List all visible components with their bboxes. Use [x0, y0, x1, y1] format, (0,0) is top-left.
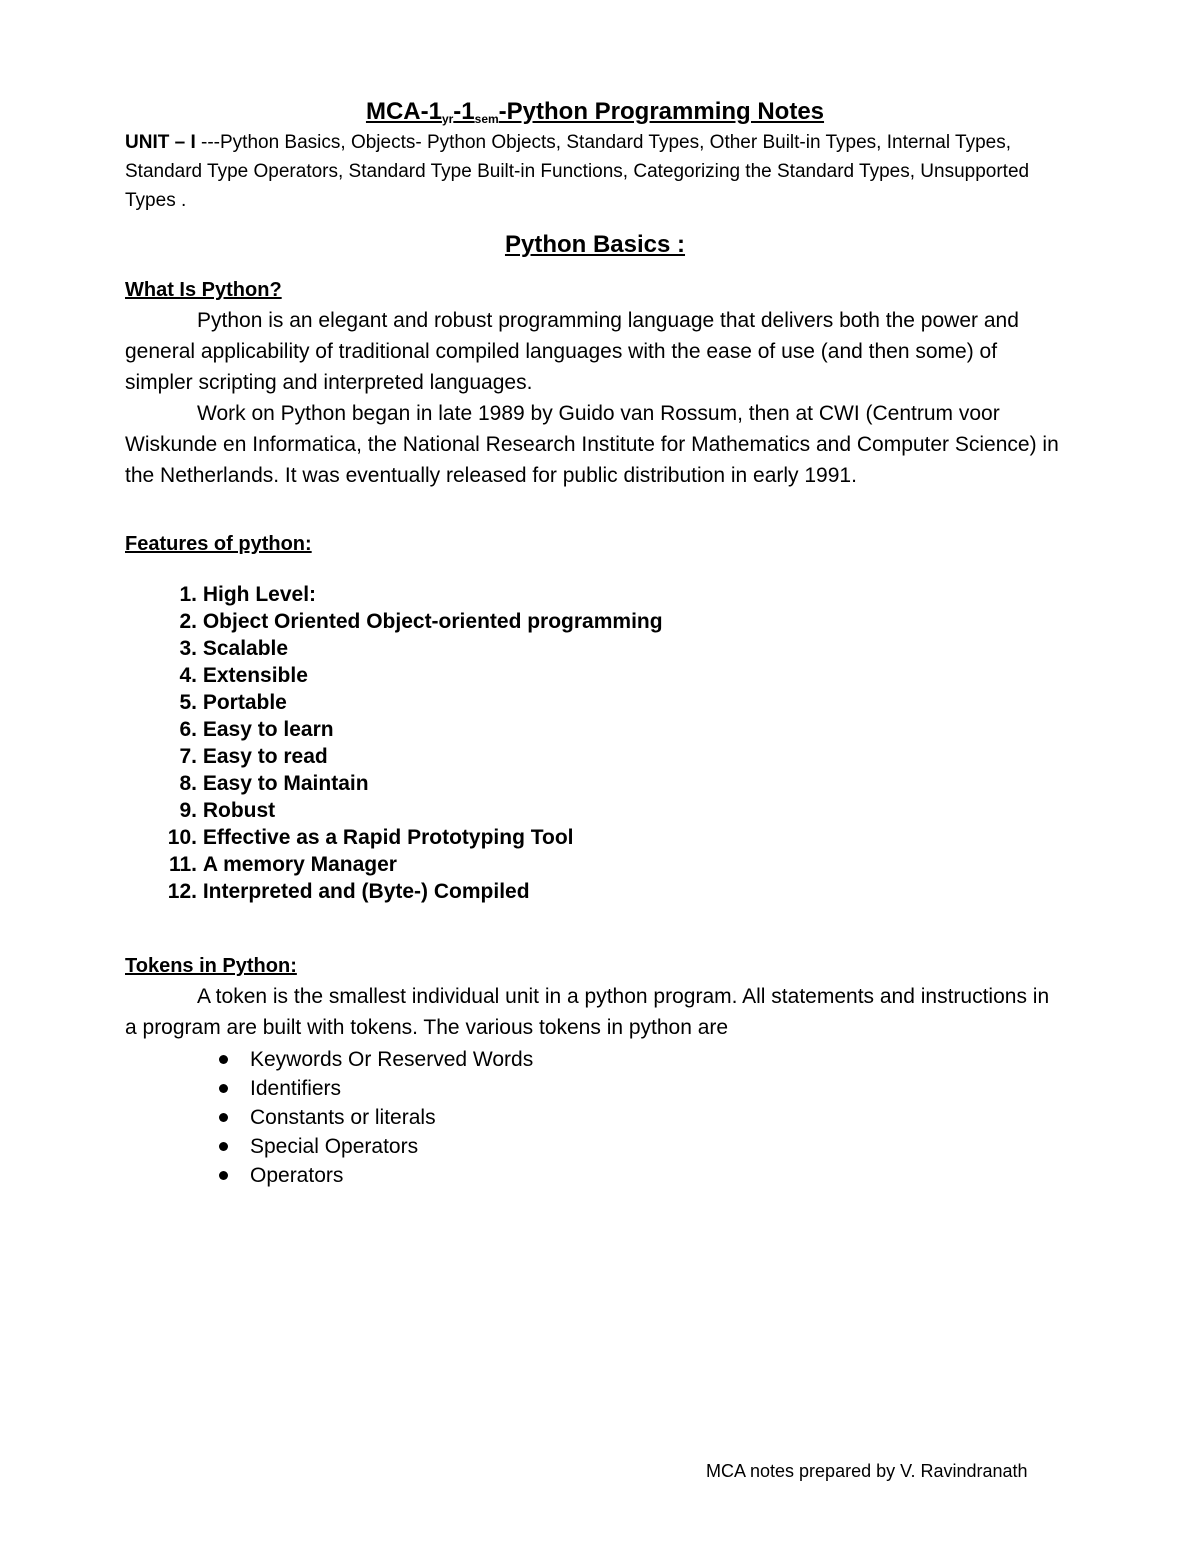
footer-credit: MCA notes prepared by V. Ravindranath: [706, 1461, 1028, 1481]
unit-description: [125, 128, 1065, 215]
feature-label: Easy to Maintain: [202, 772, 369, 795]
feature-number: 2.: [179, 610, 197, 633]
feature-item: [125, 689, 1065, 716]
feature-item: [125, 770, 1065, 797]
features-list: [125, 581, 1065, 905]
what-is-python-heading: What Is Python?: [125, 279, 282, 301]
document-title: [125, 96, 1065, 128]
bullet-icon: [219, 1084, 228, 1093]
token-label: Identifiers: [250, 1077, 342, 1100]
tokens-heading: Tokens in Python:: [125, 955, 297, 977]
document-page: [125, 96, 1065, 1190]
feature-item: [125, 635, 1065, 662]
feature-number: 6.: [179, 718, 197, 741]
feature-label: Effective as a Rapid Prototyping Tool: [202, 826, 574, 849]
feature-number: 12.: [167, 880, 197, 903]
features-heading: Features of python:: [125, 533, 312, 555]
feature-label: Object Oriented Object-oriented programming: [202, 610, 663, 633]
feature-label: Easy to learn: [202, 718, 334, 741]
feature-number: 9.: [179, 799, 197, 822]
bullet-icon: [219, 1055, 228, 1064]
title-sub-yr: yr: [441, 112, 454, 126]
feature-item: [125, 608, 1065, 635]
feature-number: 1.: [179, 583, 197, 606]
title-sub-sem: sem: [474, 112, 499, 126]
token-item: [125, 1074, 1065, 1103]
feature-label: Scalable: [202, 637, 289, 660]
feature-item: [125, 581, 1065, 608]
what-is-python-para-2: Work on Python began in late 1989 by Guido van Rossum, then at CWI (Centrum voor Wiskunde en Informatica, the National Research Institute for Mathematics and Computer Science) in the Netherlands. It was eventually released for public distribution in early 1991.: [125, 402, 1059, 487]
feature-item: [125, 743, 1065, 770]
feature-number: 7.: [179, 745, 197, 768]
feature-number: 10.: [167, 826, 197, 849]
section-title: Python Basics :: [504, 231, 686, 258]
title-suffix: -Python Programming Notes: [498, 98, 825, 125]
feature-item: [125, 824, 1065, 851]
feature-number: 8.: [179, 772, 197, 795]
feature-number: 5.: [179, 691, 197, 714]
feature-label: High Level:: [202, 583, 317, 606]
bullet-icon: [219, 1171, 228, 1180]
feature-label: Robust: [202, 799, 276, 822]
token-label: Operators: [250, 1164, 344, 1187]
token-item: [125, 1103, 1065, 1132]
feature-label: A memory Manager: [202, 853, 397, 876]
feature-label: Portable: [202, 691, 287, 714]
feature-item: [125, 662, 1065, 689]
token-item: [125, 1132, 1065, 1161]
title-mid: -1: [453, 98, 475, 125]
feature-label: Easy to read: [202, 745, 328, 768]
token-label: Keywords Or Reserved Words: [250, 1048, 534, 1071]
bullet-icon: [219, 1113, 228, 1122]
token-label: Constants or literals: [250, 1106, 436, 1129]
bullet-icon: [219, 1142, 228, 1151]
feature-item: [125, 716, 1065, 743]
feature-item: [125, 878, 1065, 905]
feature-label: Interpreted and (Byte-) Compiled: [202, 880, 530, 903]
feature-number: 11.: [168, 853, 197, 876]
feature-number: 4.: [179, 664, 197, 687]
tokens-para: A token is the smallest individual unit in a python program. All statements and instructions in a program are built with tokens. The various tokens in python are: [125, 985, 1050, 1039]
unit-topics: ---Python Basics, Objects- Python Objects, Standard Types, Other Built-in Types, Internal Types, Standard Type Operators, Standard Type Built-in Functions, Categorizing the Standard Types, Unsupported Types .: [125, 132, 1030, 211]
feature-label: Extensible: [202, 664, 308, 687]
token-label: Special Operators: [250, 1135, 419, 1158]
feature-item: [125, 851, 1065, 878]
token-item: [125, 1045, 1065, 1074]
feature-item: [125, 797, 1065, 824]
token-item: [125, 1161, 1065, 1190]
tokens-list: [125, 1045, 1065, 1190]
unit-label: UNIT – I: [125, 132, 196, 153]
title-prefix: MCA-1: [365, 98, 442, 125]
what-is-python-para-1: Python is an elegant and robust programming language that delivers both the power and general applicability of traditional compiled languages with the ease of use (and then some) of simpler scripting and interpreted languages.: [125, 309, 1019, 394]
feature-number: 3.: [179, 637, 197, 660]
